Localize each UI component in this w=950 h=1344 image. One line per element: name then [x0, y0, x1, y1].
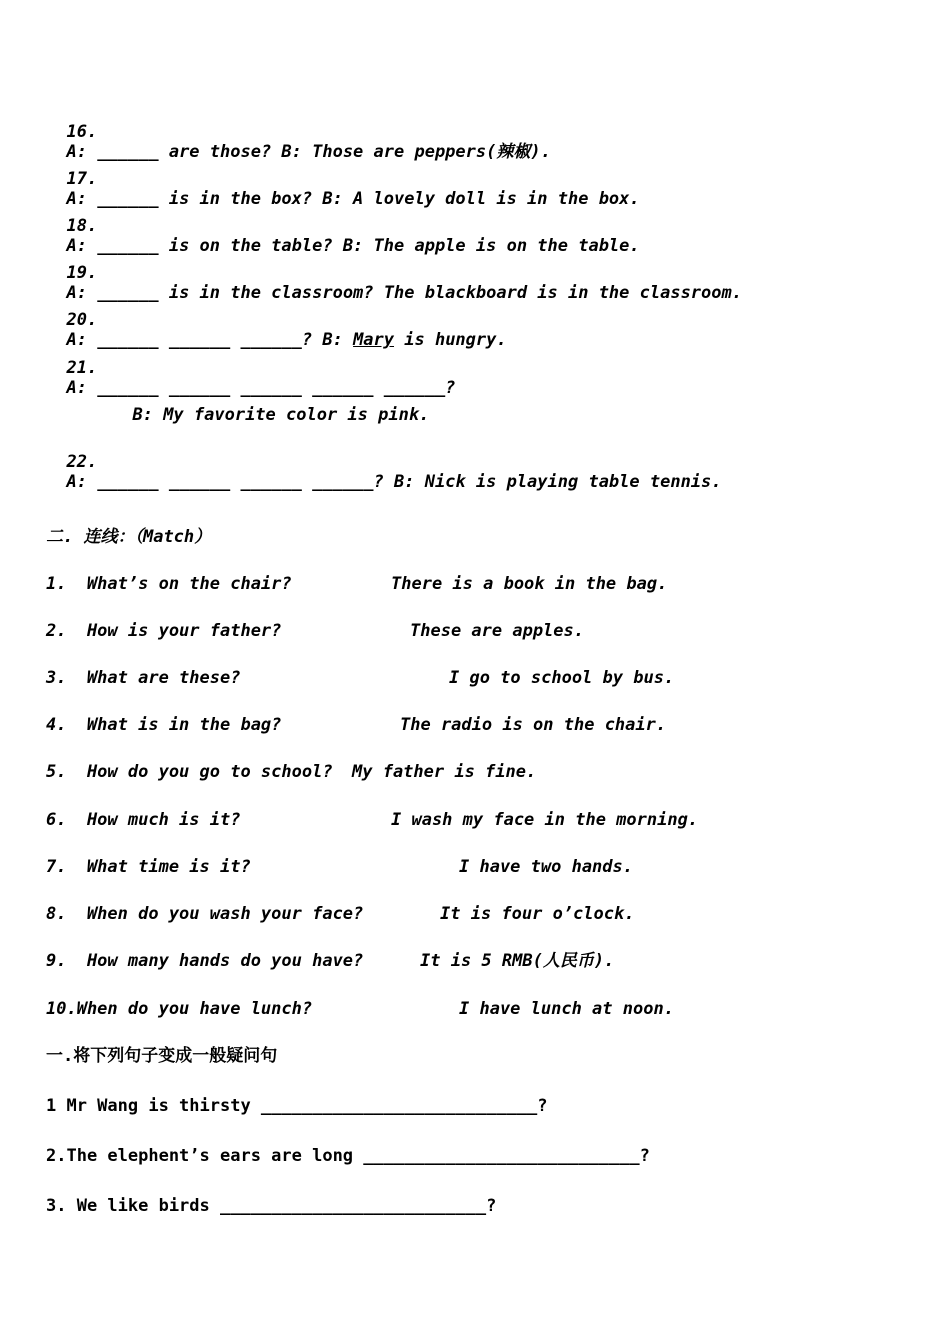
section-one-title: 一.将下列句子变成一般疑问句 — [46, 1046, 278, 1066]
match-question-1: 1. What’s on the chair? — [46, 574, 292, 594]
line-number: 18. — [66, 216, 98, 236]
match-answer-8: It is four o’clock. — [440, 904, 635, 924]
line-number: 16. — [66, 122, 98, 142]
match-answer-9: It is 5 RMB(人民币). — [420, 951, 615, 971]
line-number: 22. — [66, 452, 98, 472]
match-answer-5: My father is fine. — [352, 762, 537, 782]
line-text: A: ______ is in the classroom? The blackboard is in the classroom. — [66, 283, 742, 303]
underlined-name: Mary — [353, 330, 395, 350]
match-question-8: 8. When do you wash your face? — [46, 904, 364, 924]
line-text: A: ______ ______ ______ ______? B: Nick is playing table tennis. — [66, 472, 722, 492]
line-text: A: ______ ______ ______ ______ ______? — [66, 378, 456, 398]
line-text: A: ______ is in the box? B: A lovely doll is in the box. — [66, 189, 640, 209]
question-1: 1 Mr Wang is thirsty ___________________________? — [46, 1096, 548, 1116]
match-answer-7: I have two hands. — [459, 857, 633, 877]
match-answer-10: I have lunch at noon. — [459, 999, 674, 1019]
match-question-2: 2. How is your father? — [46, 621, 282, 641]
line-number: 21. — [66, 358, 98, 378]
match-question-3: 3. What are these? — [46, 668, 241, 688]
line-text-b: is hungry. — [394, 330, 507, 350]
match-answer-1: There is a book in the bag. — [391, 574, 668, 594]
line-text: A: ______ is on the table? B: The apple is on the table. — [66, 236, 640, 256]
exercise-line-21-answer — [112, 385, 429, 425]
exercise-line-22 — [46, 432, 722, 492]
match-question-4: 4. What is in the bag? — [46, 715, 282, 735]
match-question-6: 6. How much is it? — [46, 810, 241, 830]
match-answer-4: The radio is on the chair. — [400, 715, 667, 735]
line-text: A: ______ are those? B: Those are peppers(辣椒). — [66, 142, 551, 162]
line-text: B: My favorite color is pink. — [132, 405, 430, 425]
match-question-10: 10.When do you have lunch? — [46, 999, 313, 1019]
line-text-a: A: ______ ______ ______? B: — [66, 330, 354, 350]
match-answer-2: These are apples. — [410, 621, 584, 641]
match-answer-6: I wash my face in the morning. — [391, 810, 699, 830]
line-number: 20. — [66, 310, 98, 330]
question-2: 2.The elephent’s ears are long ___________________________? — [46, 1146, 650, 1166]
match-question-5: 5. How do you go to school? — [46, 762, 333, 782]
match-question-9: 9. How many hands do you have? — [46, 951, 364, 971]
line-number: 17. — [66, 169, 98, 189]
match-question-7: 7. What time is it? — [46, 857, 251, 877]
section-two-title: 二. 连线：（Match） — [46, 527, 212, 547]
question-3: 3. We like birds __________________________? — [46, 1196, 497, 1216]
match-answer-3: I go to school by bus. — [449, 668, 675, 688]
line-number: 19. — [66, 263, 98, 283]
